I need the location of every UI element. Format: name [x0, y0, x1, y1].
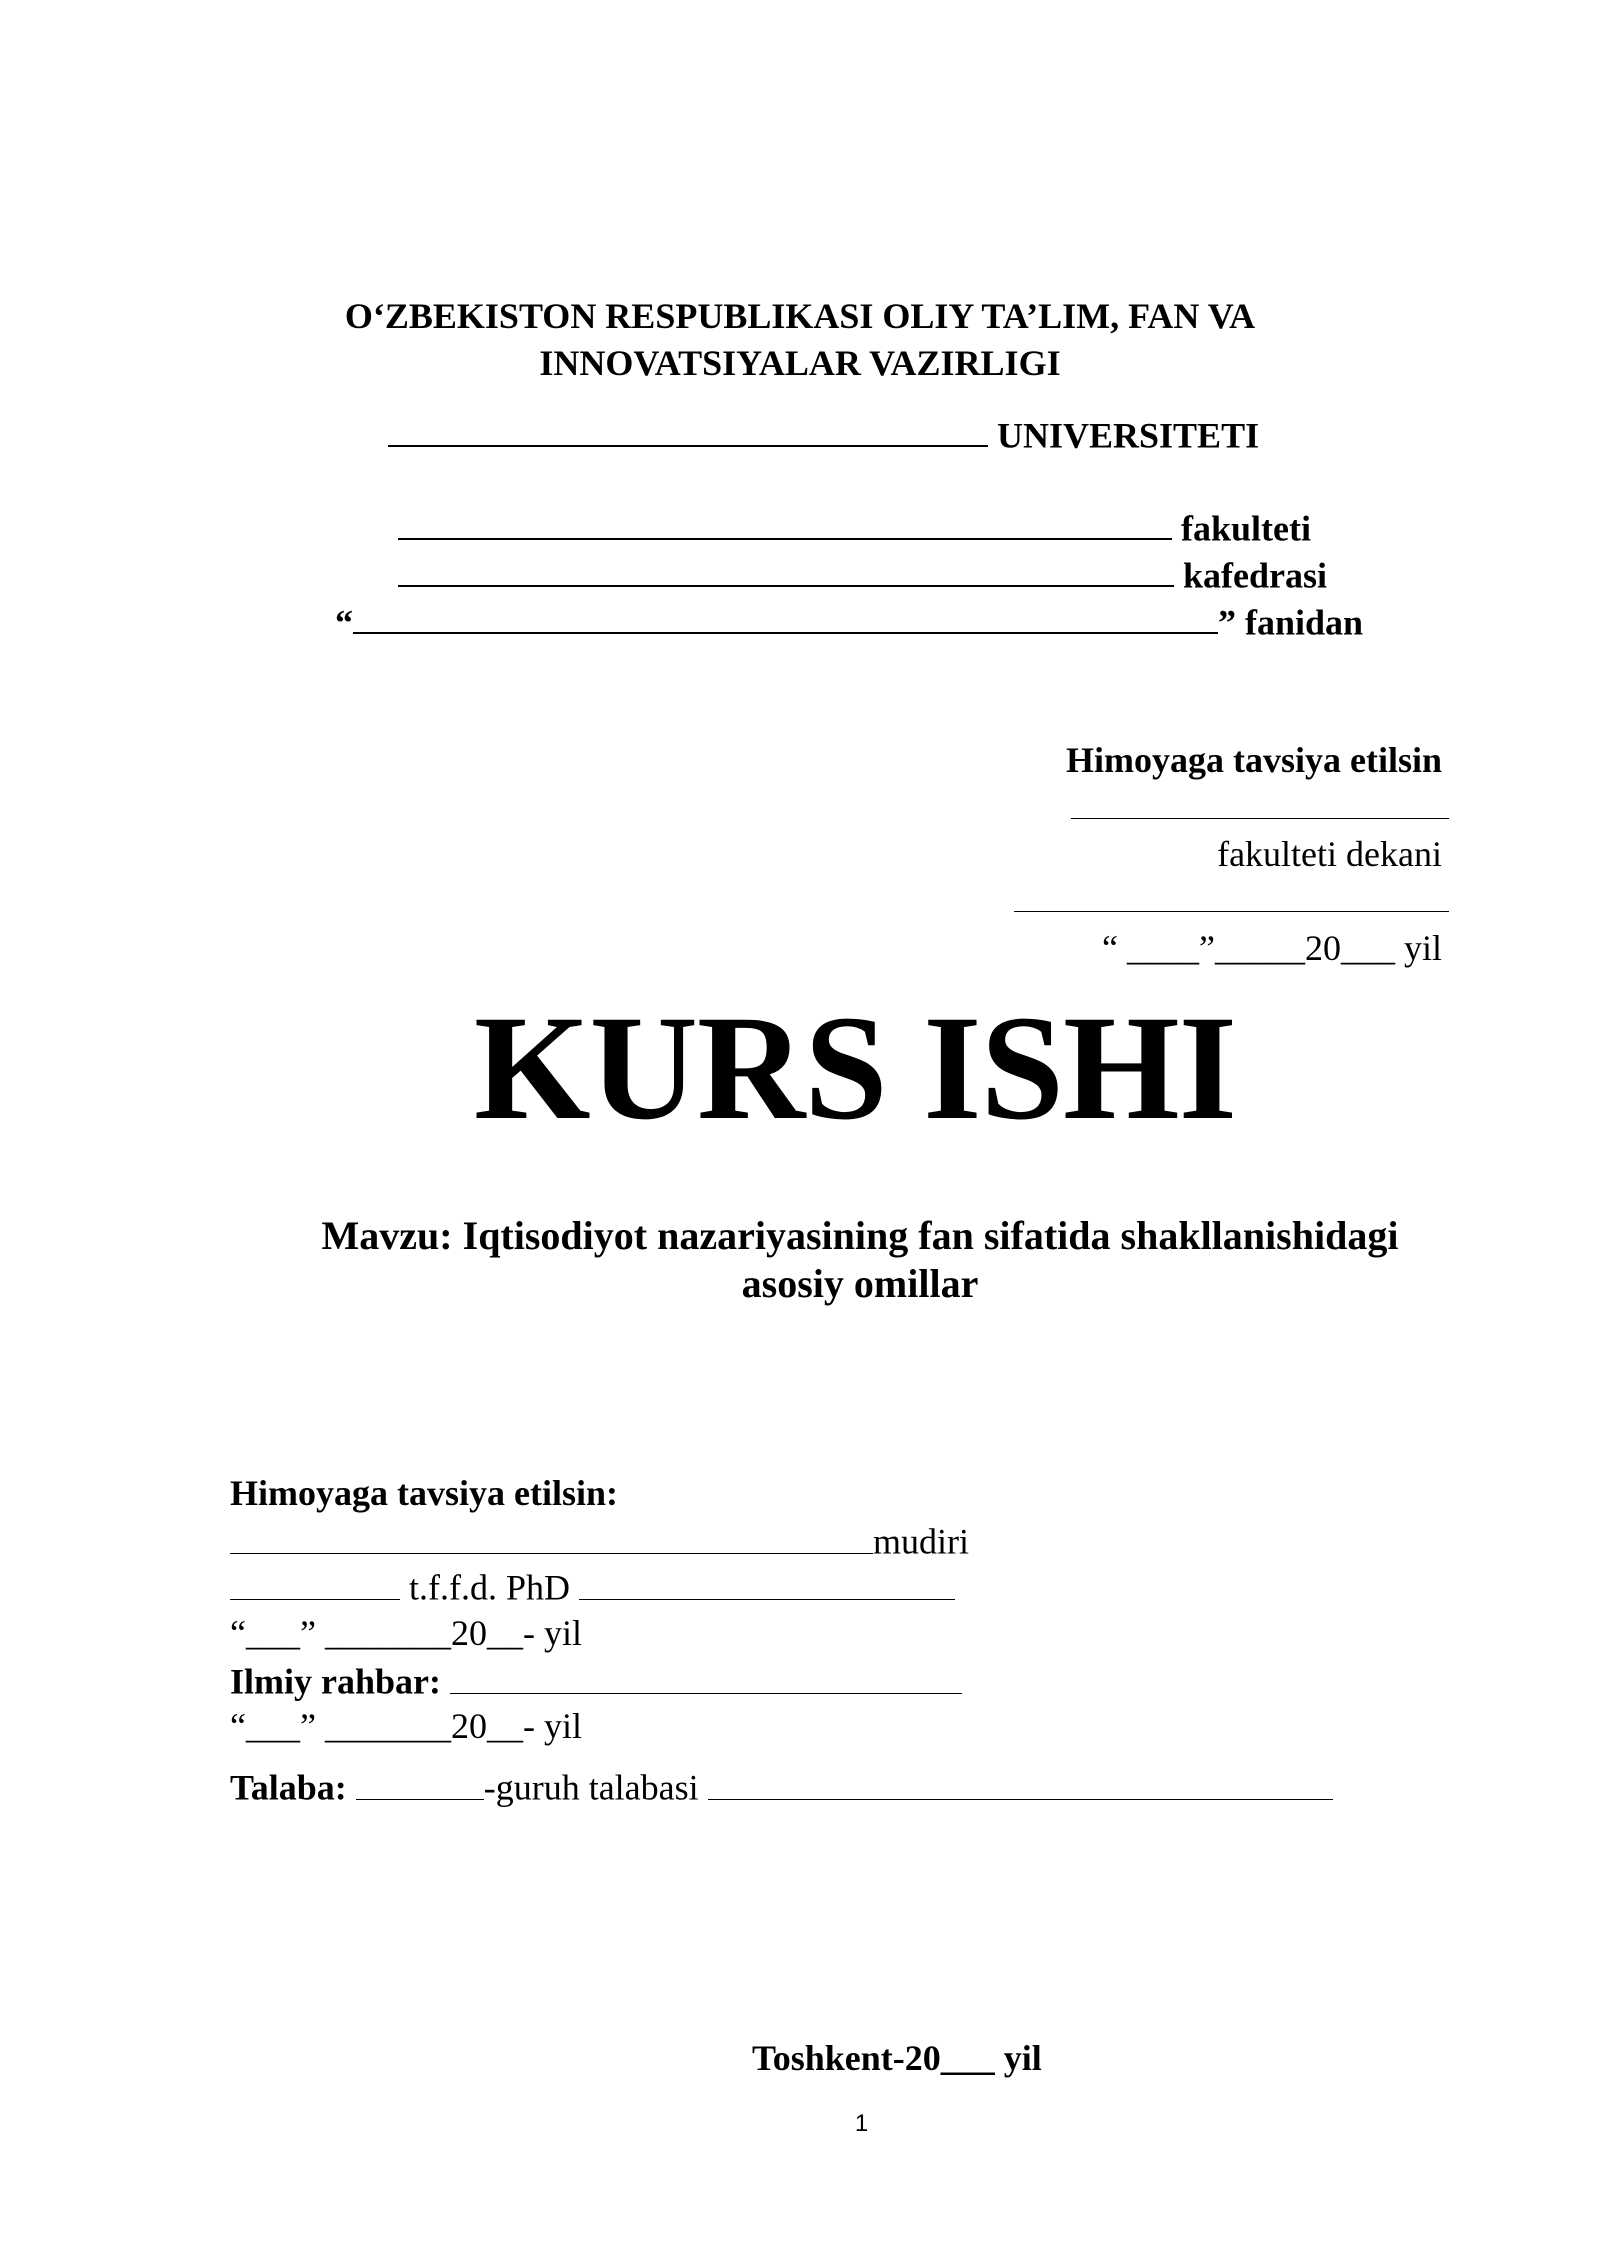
approval-top-blank-2 [1014, 883, 1449, 916]
approval-top-blank-1 [1071, 790, 1449, 823]
approval-top-date: “ ____”_____20___ yil [1102, 928, 1442, 968]
group-blank [356, 1768, 484, 1800]
group-label: -guruh talabasi [483, 1767, 699, 1808]
degree-blank-2 [579, 1568, 955, 1600]
approval-bottom-date-1: “___” _______20__- yil [230, 1613, 582, 1653]
subject-blank [353, 600, 1218, 634]
approval-bottom-date-2: “___” _______20__- yil [230, 1706, 582, 1746]
faculty-blank [398, 506, 1172, 540]
university-line [388, 413, 1260, 456]
dean-label: fakulteti dekani [1217, 834, 1442, 874]
head-label: mudiri [873, 1521, 969, 1562]
university-label: UNIVERSITETI [997, 415, 1260, 456]
subject-label: ” fanidan [1218, 602, 1364, 643]
approval-top-heading: Himoyaga tavsiya etilsin [1066, 740, 1442, 780]
subject-open-quote: “ [335, 602, 353, 643]
page-number: 1 [854, 2110, 869, 2137]
faculty-line [398, 506, 1311, 549]
degree-label: t.f.f.d. PhD [409, 1567, 570, 1608]
department-blank [398, 553, 1174, 587]
approval-bottom-heading: Himoyaga tavsiya etilsin: [230, 1473, 618, 1513]
supervisor-blank [450, 1662, 962, 1694]
degree-line [230, 1568, 955, 1606]
supervisor-line [230, 1662, 962, 1700]
head-blank [230, 1522, 873, 1554]
ministry-line-1: O‘ZBEKISTON RESPUBLIKASI OLIY TA’LIM, FAN VA [344, 296, 1256, 336]
university-blank [388, 413, 988, 447]
student-label: Talaba: [230, 1767, 347, 1808]
city-year: Toshkent-20___ yil [752, 2038, 1042, 2078]
student-name-blank [708, 1768, 1333, 1800]
topic-line-2: asosiy omillar [741, 1261, 979, 1306]
supervisor-label: Ilmiy rahbar: [230, 1661, 441, 1702]
department-line [398, 553, 1327, 596]
faculty-label: fakulteti [1181, 508, 1311, 549]
student-line [230, 1768, 1333, 1806]
ministry-line-2: INNOVATSIYALAR VAZIRLIGI [539, 343, 1061, 383]
document-title: KURS ISHI [473, 985, 1237, 1151]
topic-line-1: Mavzu: Iqtisodiyot nazariyasining fan sifatida shakllanishidagi [321, 1213, 1399, 1258]
department-label: kafedrasi [1183, 555, 1327, 596]
degree-blank-1 [230, 1568, 400, 1600]
head-line [230, 1522, 969, 1560]
subject-line [335, 600, 1364, 643]
